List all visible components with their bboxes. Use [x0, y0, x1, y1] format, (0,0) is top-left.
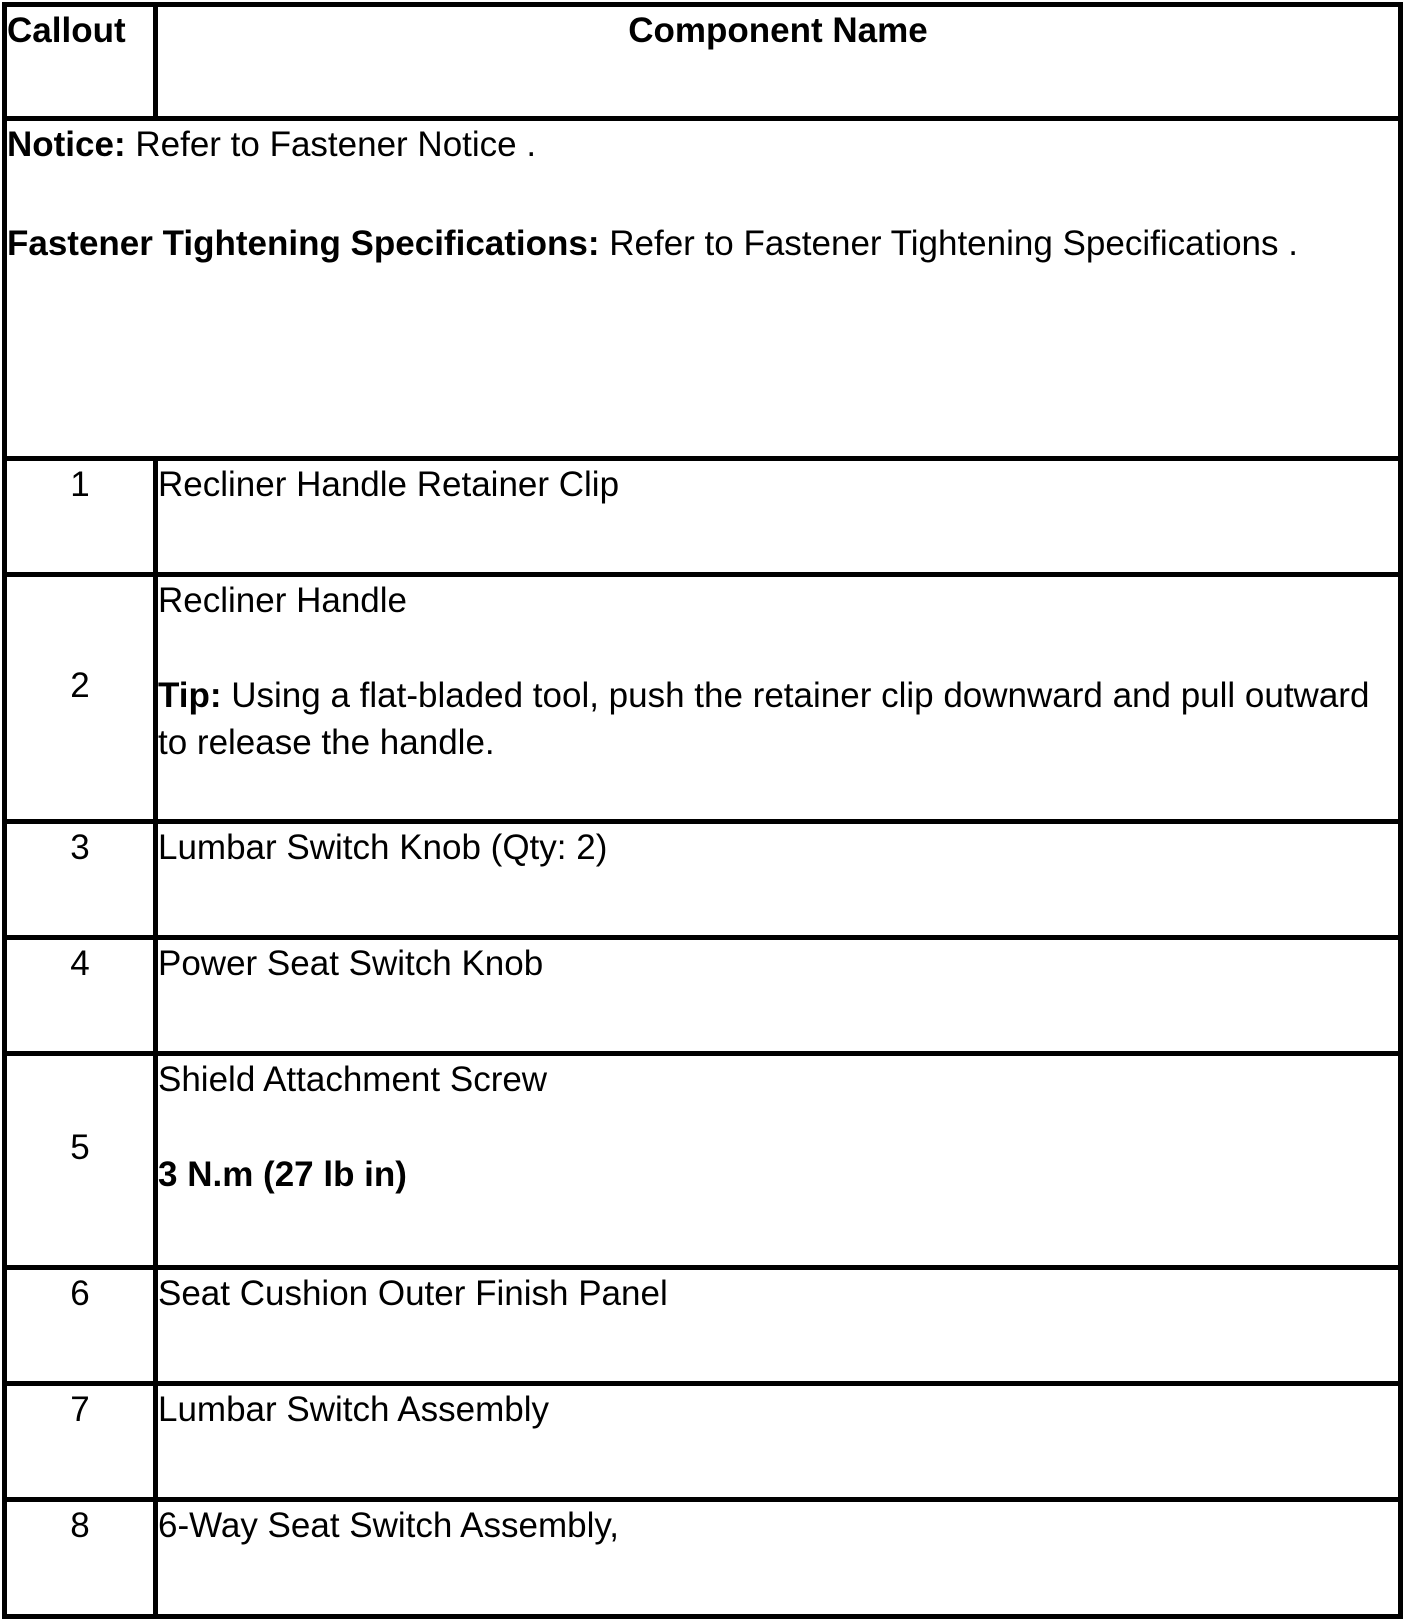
- component-name: Lumbar Switch Assembly: [156, 1384, 1401, 1500]
- component-name: 6-Way Seat Switch Assembly,: [156, 1500, 1401, 1617]
- callout-column-header: Callout: [5, 5, 156, 119]
- component-name: Power Seat Switch Knob: [156, 938, 1401, 1054]
- component-name: Shield Attachment Screw: [158, 1060, 548, 1099]
- callout-number: 6: [5, 1268, 156, 1384]
- component-name: Seat Cushion Outer Finish Panel: [156, 1268, 1401, 1384]
- component-name: Recliner Handle Retainer Clip: [156, 459, 1401, 575]
- callout-number: 3: [5, 822, 156, 938]
- notice-label: Notice:: [7, 125, 126, 164]
- table-row: [5, 1384, 1401, 1500]
- component-cell: [156, 1054, 1401, 1268]
- tip-note: [158, 672, 1398, 766]
- table-row: [5, 1054, 1401, 1268]
- table-row: [5, 1500, 1401, 1617]
- tip-text: Using a flat-bladed tool, push the retainer clip downward and pull outward to release the handle.: [158, 676, 1370, 762]
- callout-number: 4: [5, 938, 156, 1054]
- table-row: [5, 822, 1401, 938]
- callout-number: 7: [5, 1384, 156, 1500]
- component-cell: [156, 575, 1401, 822]
- callout-number: 5: [5, 1054, 156, 1268]
- callout-number: 8: [5, 1500, 156, 1617]
- torque-spec: [158, 1151, 1398, 1198]
- callout-number: 1: [5, 459, 156, 575]
- fastener-spec: [7, 220, 1398, 267]
- spec-text: Refer to Fastener Tightening Specifications .: [599, 224, 1298, 263]
- table-row: [5, 575, 1401, 822]
- table-row: [5, 1268, 1401, 1384]
- component-table: [2, 2, 1403, 1619]
- table-row: [5, 938, 1401, 1054]
- notice-row: [5, 119, 1401, 459]
- table-header-row: [5, 5, 1401, 119]
- notice-cell: [5, 119, 1401, 459]
- spec-label: Fastener Tightening Specifications:: [7, 224, 600, 263]
- tip-label: Tip:: [158, 676, 222, 715]
- component-name: Recliner Handle: [158, 581, 408, 620]
- component-name-column-header: Component Name: [156, 5, 1401, 119]
- notice-text: Refer to Fastener Notice .: [125, 125, 537, 164]
- fastener-notice: [7, 121, 1398, 168]
- table-row: [5, 459, 1401, 575]
- component-name: Lumbar Switch Knob (Qty: 2): [156, 822, 1401, 938]
- callout-number: 2: [5, 575, 156, 822]
- torque-value: 3 N.m (27 lb in): [158, 1155, 407, 1194]
